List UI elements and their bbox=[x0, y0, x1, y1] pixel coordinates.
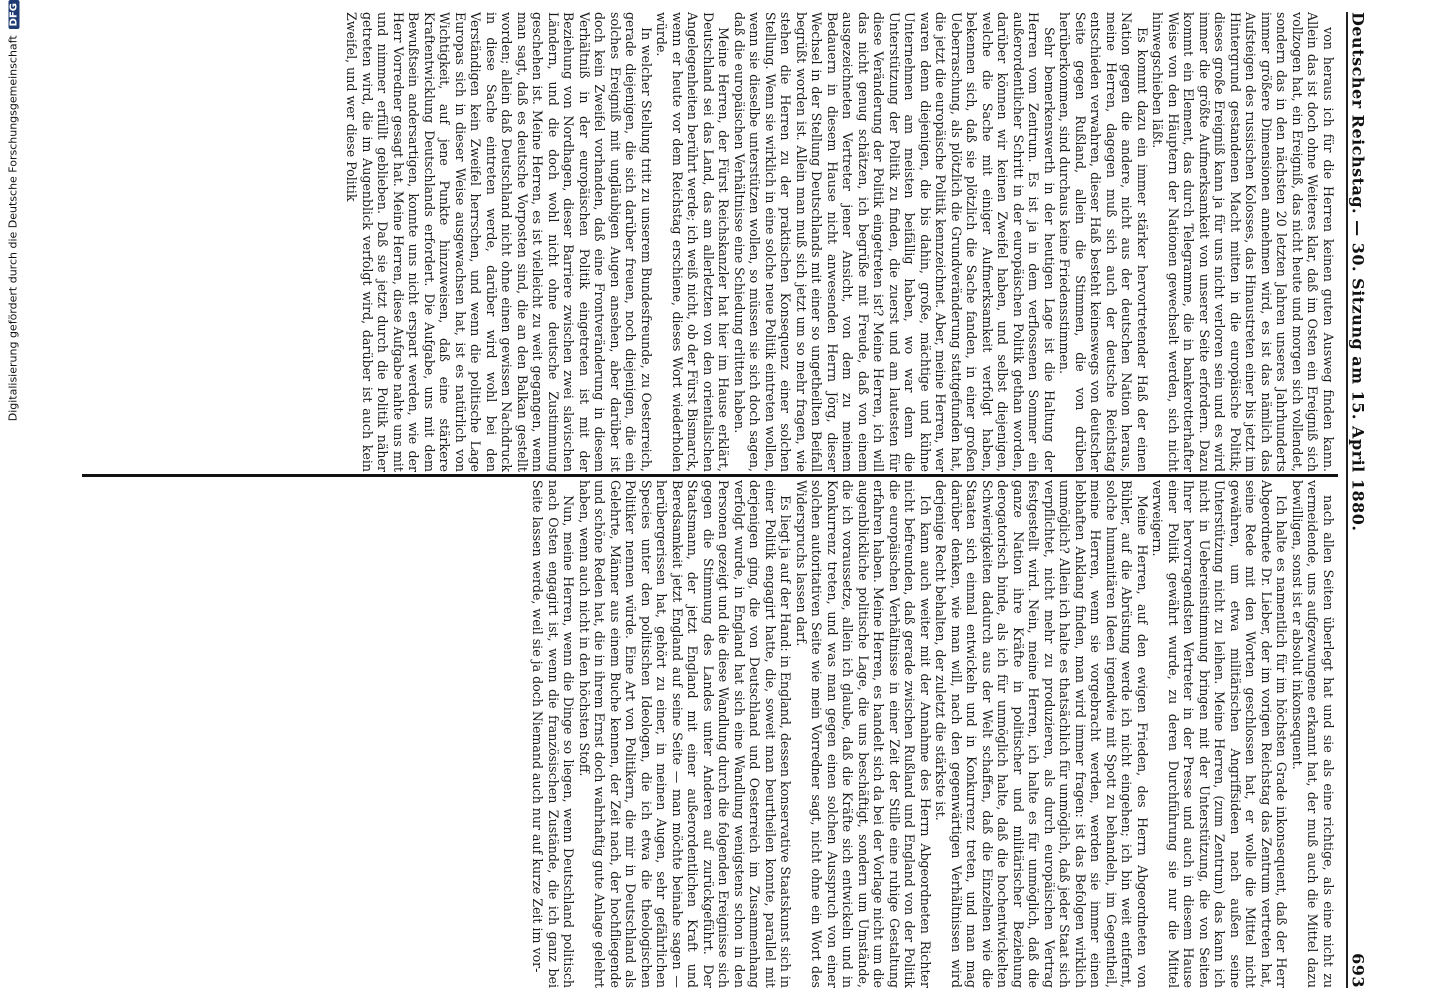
column-body bbox=[530, 480, 1336, 988]
publication-title: Deutscher Reichstag. bbox=[1348, 12, 1368, 215]
paragraph: Es kommt dazu ein immer stärker hervortretender Haß der einen Nation gegen die andere, nicht aus der deutschen Nation heraus, meine Herren, dagegen muß sich auch der deutsche Reichstag entschieden verwahren, dieser Haß besteht keineswegs von deutscher Seite gegen Rußland, allein die Stimmen, die von drüben herüberkommen, sind durchaus keine Friedensstimmen. bbox=[1057, 12, 1150, 472]
paragraph: In welcher Stellung tritt zu unserem Bundesfreunde, zu Oesterreich, gerade diejenigen, die sich darüber freuen, noch diejenigen, die ein solches Ereigniß mit ungläubigen Augen ansehen, aber darüber ist doch kein Zweifel vorhanden, daß eine Frontveränderung in diesem Verhältniß in der europäischen Politik eingetreten ist mit der Beziehung von Nordhagen, dieser Barriere zwischen zwei slavischen Ländern, und die doch wohl nicht ohne deutsche Zustimmung geschehen ist. Meine Herren, es ist vielleicht zu weit gegangen, wenn man sagt, daß es deutsche Vorposten sind, die an den Balkan gestellt worden; allein daß Deutschland nicht ohne einen gewissen Nachdruck in diese Sache eintreten werde, darüber wird wohl bei den Verständigen kein Zweifel herrschen, und wenn die politische Lage Europas sich in dieser Weise ausgewachsen hat, ist es natürlich von Wichtigkeit, auf jene Punkte hinzuweisen, daß eine stärkere Kraftentwicklung Deutschlands erfordert. Die Aufgabe, uns mit dem Bewußtsein andersartigen, konnte uns nicht erspart werden, wie der Herr Vorredner gesagt hat. Meine Herren, diese Aufgabe nahte uns mit und nimmer erfüllt geblieben. Daß sie jetzt durch die Politik näher getreten wird, die im Augenblick verfolgt wird, darüber ist auch kein Zweifel, und wer diese Politik bbox=[344, 12, 654, 472]
text-column-bottom bbox=[82, 480, 1336, 988]
paragraph: Sehr bemerkenswerth in der heutigen Lage ist die Haltung der Herren vom Zentrum. Es ist ja in dem verflossenen Sommer ein außerordentlicher Schritt in der europäischen Politik gethan worden, darüber können wir keinen Zweifel haben, und selbst diejenigen, welche die Sache mit einiger Aufmerksamkeit verfolgt haben, bekennen sich, daß sie plötzlich die Sache fanden, in einer großen Ueberraschung, als plötzlich die Grundveränderung stattgefunden hat, die jetzt die europäische Politik kennzeichnet. Aber, meine Herren, wer waren denn diejenigen, die bis dahin, große, mächtige und kühne Unternehmen am meisten beifällig haben, wo war denn die Unterstützung der Politik zu finden, die zuerst und am lautesten für diese Veränderung der Politik eingetreten ist? Meine Herren, ich will das nicht genug schätzen, ich begrüße mit Freude, daß von einem ausgezeichneten Vertreter jener Ansicht, von dem zu meinem Bedauern in diesem Hause nicht anwesenden Herrn Jörg, dieser Wechsel in der Stellung Deutschlands mit einer so ungetheilten Beifall begrüßt worden ist. Allein man muß sich jetzt um so mehr fragen, wie stehen die Herren zu der praktischen Konsequenz einer solchen Stellung. Wenn sie wirklich in eine solche neue Politik eintreten wollen, wenn sie dieselbe unterstützen wollen, so müssen sie sich doch sagen, daß die europäischen Verhältnisse eine Schiedung erlitten haben. bbox=[732, 12, 1057, 472]
header-title bbox=[1349, 12, 1368, 531]
paragraph: Es liegt ja auf der Hand: in England, dessen konservative Staatskunst sich in einer Politik engagirt hatte, die, soweit man beurtheilen konnte, parallel mit derjenigen ging, die von Deutschland und Oesterreich im Zusammenhang verfolgt wurde, in England hat sich eine Wandlung wenigstens schon in den Personen gezeigt und die diese Wandlung durch die folgenden Ereignisse sich gegen die Stimmung des Landes unter Anderen auf zurückgeführt. Der Staatsmann, der jetzt England mit einer außerordentlichen Kraft und Beredsamkeit jetzt England auf seine Seite — man möchte beinahe sagen — herübergerissen hat, gehört zu einer, in meinen Augen, sehr gefährlichen Species unter den politischen Ideologen, die ich etwa die theologischen Politiker nennen würde. Eine Art von Politikern, die mir in Deutschland als Gelehrte, Männer aus einem Buche kennen, der Zeit nach, der hochfliegende und schöne Reden hat, die in ihrem Ernst doch wahrhaftig gute Anlage gelehrt haben, wenn auch nicht in den höchsten Stoff. bbox=[577, 480, 794, 988]
text-column-top bbox=[82, 12, 1336, 472]
session-line: — 30. Sitzung am 15. April 1880. bbox=[1348, 220, 1368, 532]
dfg-logo: DFG bbox=[9, 0, 20, 29]
paragraph: Ich halte es namentlich für im höchsten Grade inkonsequent, daß der Herr Abgeordnete Dr. Lieber, der im vorigen Reichstag das Zentrum vertreten hat, seine Rede mit den Worten geschlossen hat, er wolle die Mittel nicht gewähren, um etwa militärischen Angriffsideen nach außen seine Unterstützung nicht zu leihen. Meine Herren, (zum Zentrum) das kann ich nicht in Uebereinstimmung bringen mit der Unterstützung, die von Seiten Ihrer hervorragendsten Vertreter in der Presse und auch in diesem Hause einer Politik gewährt wurde, zu deren Durchführung sie nur die Mittel verweigern. bbox=[1150, 480, 1290, 988]
page-number: 693 bbox=[1348, 953, 1368, 988]
paragraph: Ich kann auch weiter mit der Annahme des Herrn Abgeordneten Richter nicht befreunden, daß gerade zwischen Rußland und England von der Politik die europäischen Verhältnisse in einer Zeit der Stille eine ruhige Gestaltung erfahren haben. Meine Herren, es handelt sich da bei der Vorlage nicht um die augenblickliche politische Lage, die uns beschäftigt, sondern um Umstände, die ich voraussetze, allein ich glaube, daß die Kräfte sich entwickeln und in Konkurrenz treten, und was man gegen einen solchen Ausspruch von einer solchen autoritativen Seite wie mein Vorredner sagt, nicht ohne ein Wort des Widerspruchs lassen darf. bbox=[794, 480, 933, 988]
running-header bbox=[1328, 12, 1388, 988]
credit-text: Digitalisierung gefördert durch die Deutsche Forschungsgemeinschaft bbox=[6, 35, 20, 422]
paragraph: Meine Herren, auf den ewigen Frieden, des Herrn Abgeordneten von Bühler, auf die Abrüstung werde ich nicht eingehen; ich bin weit entfernt, solche humanitären Ideen irgendwie mit Spott zu behandeln, im Gegentheil, meine Herren, wenn sie vorgebracht werden, werden sie immer einen lebhaften Anklang finden, man wird immer fragen: ist das Befolgen wirklich unmöglich? Allein ich halte es thatsächlich für unmöglich, daß jeder Staat sich verpflichtet, nicht mehr zu produzieren, als durch europäischen Vertrag festgestellt wird. Nein, meine Herren, ich halte es für unmöglich, daß die ganze Nation ihre Kräfte in politischer und militärischer Beziehung derogatorisch binde, als ich für unmöglich halte, daß die hochentwickelten Schwierigkeiten dadurch aus der Welt schaffen, daß die Einzelnen wie die Staaten sich einmal entwickeln und in Konkurrenz treten, und man mag darüber denken, wie man will, nach den gegenwärtigen Verhältnissen wird derjenige Recht behalten, der zuletzt die stärkste ist. bbox=[933, 480, 1150, 988]
column-body bbox=[344, 12, 1336, 472]
digitization-credit bbox=[0, 0, 26, 1000]
paragraph: Meine Herren, der Fürst Reichskanzler hat hier im Hause erklärt, Deutschland sei das Land, das am allerletzten von den orientalischen Angelegenheiten berührt werde; ich weiß nicht, ob der Fürst Bismarck, wenn er heute vor dem Reichstag erschiene, dieses Wort wiederholen würde. bbox=[654, 12, 732, 472]
column-divider bbox=[82, 474, 1338, 477]
paragraph: von heraus ich für die Herren keinen guten Ausweg finden kann. Allein das ist doch ohne Weiteres klar, daß im Osten ein Ereigniß sich vollzogen hat, ein Ereigniß, das nicht heute und morgen sich vollendet, sondern das in den nächsten 20 letzten Jahren unseres Jahrhunderts immer größere Dimensionen annehmen wird, es ist das nämlich das Aufsteigen des russischen Kolosses, das Hinaustreten einer bis jetzt im Hintergrund gestandenen Macht mitten in die europäische Politik; dieses große Ereigniß kann ja für uns nicht verloren sein und es wird immer die größte Aufmerksamkeit von unserer Seite erfordern. Dazu kommt ein Element, das durch Telegramme, die in bankerotterhafter Weise von den Häuptern der Nationen gewechselt werden, sich nicht hinwegschieben läßt. bbox=[1150, 12, 1336, 472]
newspaper-page bbox=[82, 12, 1382, 988]
paragraph: Nun, meine Herren, wenn die Dinge so liegen, wenn Deutschland politisch nach Osten engagirt ist, wenn die französischen Zustände, die ich ganz bei Seite lassen werde, weil sie ja doch Niemand auch nur auf kurze Zeit im vor- bbox=[530, 480, 577, 988]
paragraph: nach allen Seiten überlegt hat und sie als eine richtige, als eine nicht zu vermeidende, uns aufgezwungene erkannt hat, der muß auch die Mittel dazu bewilligen, sonst ist er absolut inkonsequent. bbox=[1290, 480, 1336, 988]
